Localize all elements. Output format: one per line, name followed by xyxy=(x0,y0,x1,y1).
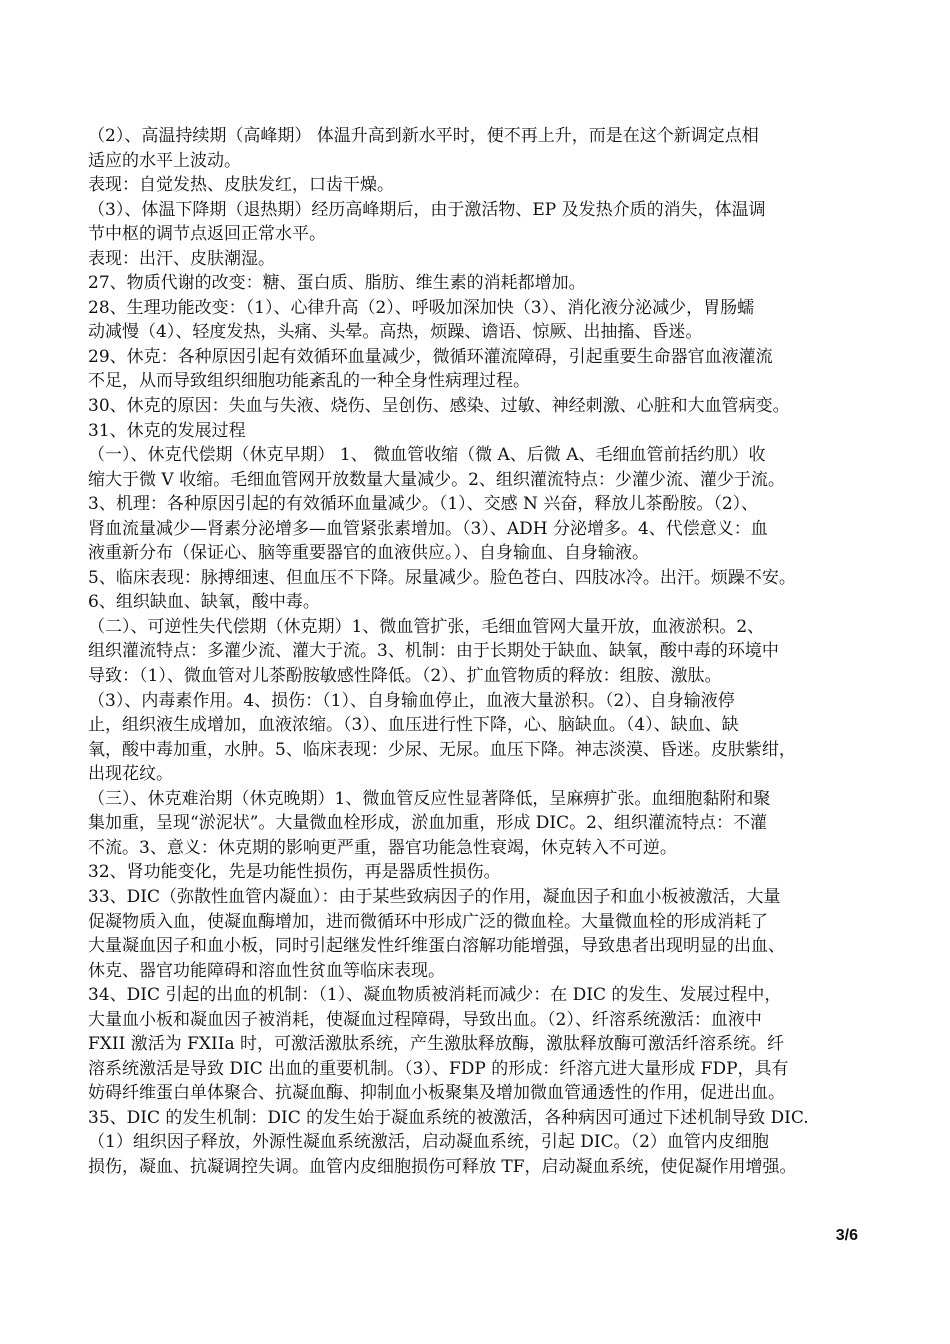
text-line: 6、组织缺血、缺氧，酸中毒。 xyxy=(88,592,320,613)
text-line: 27、物质代谢的改变：糖、蛋白质、脂肪、维生素的消耗都增加。 xyxy=(88,273,586,294)
text-line: 35、DIC 的发生机制：DIC 的发生始于凝血系统的被激活，各种病因可通过下述机制导致 DIC. xyxy=(88,1107,809,1128)
text-line: 不足，从而导致组织细胞功能紊乱的一种全身性病理过程。 xyxy=(88,371,530,392)
text-line: 大量凝血因子和血小板，同时引起继发性纤维蛋白溶解功能增强，导致患者出现明显的出血、 xyxy=(88,936,785,957)
text-line: 5、临床表现：脉搏细速、但血压不下降。尿量减少。脸色苍白、四肢冰冷。出汗。烦躁不安。 xyxy=(88,567,796,588)
text-line: 出现花纹。 xyxy=(88,764,173,785)
text-line: （3）、体温下降期（退热期）经历高峰期后，由于激活物、EP 及发热介质的消失，体温调 xyxy=(88,199,766,220)
text-line: 氧，酸中毒加重，水肿。5、临床表现：少尿、无尿。血压下降。神志淡漠、昏迷。皮肤紫绀， xyxy=(88,739,796,760)
text-line: （二）、可逆性失代偿期（休克期）1、微血管扩张，毛细血管网大量开放，血液淤积。2、 xyxy=(88,616,765,637)
text-line: FXII 激活为 FXIIa 时，可激活激肽系统，产生激肽释放酶，激肽释放酶可激活纤溶系统。纤 xyxy=(88,1034,785,1055)
text-line: （2）、高温持续期（高峰期） 体温升高到新水平时，便不再上升，而是在这个新调定点相 xyxy=(88,126,759,146)
text-line: 34、DIC 引起的出血的机制：（1）、凝血物质被消耗而减少：在 DIC 的发生、发展过程中， xyxy=(88,985,782,1006)
text-line: 妨碍纤维蛋白单体聚合、抗凝血酶、抑制血小板聚集及增加微血管通透性的作用，促进出血。 xyxy=(88,1083,785,1104)
text-line: 集加重，呈现“淤泥状”。大量微血栓形成，淤血加重，形成 DIC。2、组织灌流特点：不灌 xyxy=(88,813,767,834)
text-line: 液重新分布（保证心、脑等重要器官的血液供应。）、自身输血、自身输液。 xyxy=(88,543,649,564)
text-line: 表现：出汗、皮肤潮湿。 xyxy=(88,248,275,269)
text-line: 促凝物质入血，使凝血酶增加，进而微循环中形成广泛的微血栓。大量微血栓的形成消耗了 xyxy=(88,911,768,932)
text-line: 动减慢（4）、轻度发热，头痛、头晕。高热，烦躁、谵语、惊厥、出抽搐、昏迷。 xyxy=(88,322,703,343)
text-line: 29、休克：各种原因引起有效循环血量减少，微循环灌流障碍，引起重要生命器官血液灌流 xyxy=(88,346,773,367)
document-body xyxy=(88,124,868,1180)
text-line: 不流。3、意义：休克期的影响更严重，器官功能急性衰竭，休克转入不可逆。 xyxy=(88,837,677,858)
page-number: 3/6 xyxy=(835,1227,858,1244)
text-line: 组织灌流特点：多灌少流、灌大于流。3、机制：由于长期处于缺血、缺氧，酸中毒的环境中 xyxy=(88,641,779,662)
text-line: 休克、器官功能障碍和溶血性贫血等临床表现。 xyxy=(88,960,445,981)
text-line: 32、肾功能变化，先是功能性损伤，再是器质性损伤。 xyxy=(88,862,501,883)
text-line: （一）、休克代偿期（休克早期） 1、 微血管收缩（微 A、后微 A、毛细血管前括约肌）收 xyxy=(88,445,766,466)
text-line: 33、DIC（弥散性血管内凝血）：由于某些致病因子的作用，凝血因子和血小板被激活，大量 xyxy=(88,886,781,907)
text-line: 节中枢的调节点返回正常水平。 xyxy=(88,224,326,245)
text-line: 3、机理：各种原因引起的有效循环血量减少。（1）、交感 N 兴奋，释放儿茶酚胺。（2）、 xyxy=(88,494,759,515)
text-line: （三）、休克难治期（休克晚期）1、微血管反应性显著降低，呈麻痹扩张。血细胞黏附和聚 xyxy=(88,788,771,809)
text-line: 导致：（1）、微血管对儿茶酚胺敏感性降低。（2）、扩血管物质的释放：组胺、激肽。 xyxy=(88,666,722,687)
text-line: 表现：自觉发热、皮肤发红，口齿干燥。 xyxy=(88,175,394,196)
text-line: （3）、内毒素作用。4、损伤：（1）、自身输血停止，血液大量淤积。（2）、自身输液停 xyxy=(88,690,735,711)
text-line: 30、休克的原因：失血与失液、烧伤、呈创伤、感染、过敏、神经刺激、心脏和大血管病变。 xyxy=(88,396,790,417)
text-line: 损伤，凝血、抗凝调控失调。血管内皮细胞损伤可释放 TF，启动凝血系统，使促凝作用增强。 xyxy=(88,1156,797,1177)
text-line: 肾血流量减少—肾素分泌增多—血管紧张素增加。（3）、ADH 分泌增多。4、代偿意义：血 xyxy=(88,518,768,539)
text-line: （1）组织因子释放，外源性凝血系统激活，启动凝血系统，引起 DIC。（2）血管内皮细胞 xyxy=(88,1132,769,1153)
text-line: 28、生理功能改变：（1）、心律升高（2）、呼吸加深加快（3）、消化液分泌减少，胃肠蠕 xyxy=(88,297,755,318)
text-line: 缩大于微 V 收缩。毛细血管网开放数量大量减少。2、组织灌流特点：少灌少流、灌少于流。 xyxy=(88,469,785,490)
text-line: 止，组织液生成增加，血液浓缩。（3）、血压进行性下降，心、脑缺血。（4）、缺血、缺 xyxy=(88,715,739,736)
text-line: 31、休克的发展过程 xyxy=(88,420,246,441)
text-line: 大量血小板和凝血因子被消耗，使凝血过程障碍，导致出血。（2）、纤溶系统激活：血液中 xyxy=(88,1009,762,1030)
text-line: 适应的水平上波动。 xyxy=(88,150,241,171)
text-line: 溶系统激活是导致 DIC 出血的重要机制。（3）、FDP 的形成：纤溶亢进大量形成 FDP，具有 xyxy=(88,1058,789,1079)
